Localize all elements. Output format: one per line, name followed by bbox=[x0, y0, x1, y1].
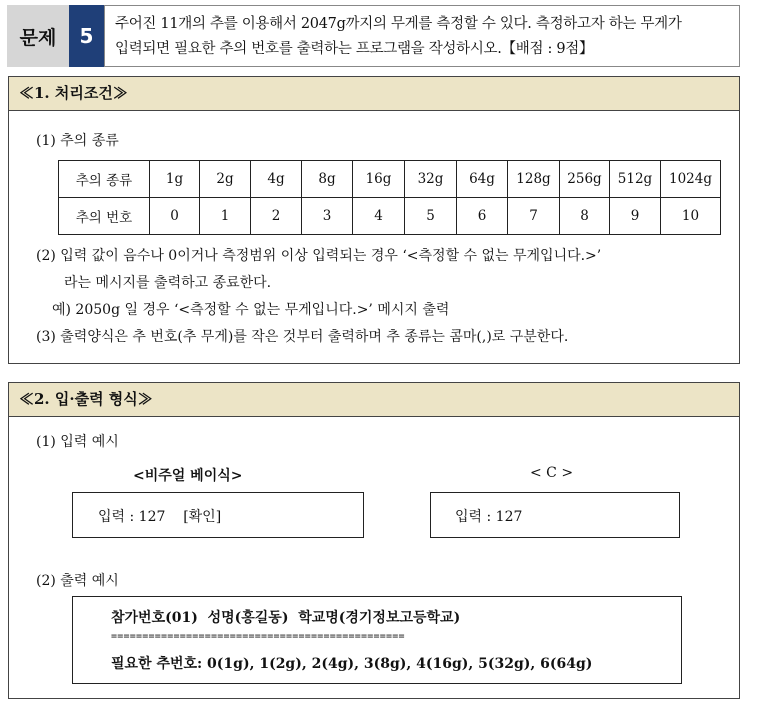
number-row bbox=[59, 198, 721, 235]
table-cell: 1g bbox=[150, 161, 200, 198]
table-cell: 9 bbox=[610, 198, 661, 235]
condition-2-line-1: (2) 입력 값이 음수나 0이거나 측정범위 이상 입력되는 경우 ‘<측정할 수 없는 무게입니다.>’ bbox=[36, 248, 602, 264]
table-cell: 2g bbox=[200, 161, 251, 198]
output-example-heading: (2) 출력 예시 bbox=[36, 573, 119, 589]
table-cell: 64g bbox=[457, 161, 508, 198]
problem-statement bbox=[104, 5, 740, 67]
condition-2-line-2: 라는 메시지를 출력하고 종료한다. bbox=[64, 275, 272, 291]
output-box bbox=[72, 596, 682, 684]
output-separator: =============================================== bbox=[111, 631, 405, 642]
table-cell: 256g bbox=[560, 161, 610, 198]
vb-input-box bbox=[72, 492, 364, 538]
table-cell: 5 bbox=[405, 198, 457, 235]
c-input-text: 입력 : 127 bbox=[455, 509, 523, 525]
table-cell: 1 bbox=[200, 198, 251, 235]
table-cell: 8g bbox=[302, 161, 353, 198]
table-row-header: 추의 종류 bbox=[59, 161, 150, 198]
output-line-1: 참가번호(01) 성명(홍길동) 학교명(경기정보고등학교) bbox=[111, 610, 461, 626]
table-cell: 7 bbox=[508, 198, 560, 235]
input-example-heading: (1) 입력 예시 bbox=[36, 434, 119, 450]
weight-row bbox=[59, 161, 721, 198]
table-cell: 2 bbox=[251, 198, 302, 235]
table-cell: 1024g bbox=[661, 161, 721, 198]
condition-3: (3) 출력양식은 추 번호(추 무게)를 작은 것부터 출력하며 추 종류는 콤마(,)로 구분한다. bbox=[36, 329, 569, 345]
table-cell: 32g bbox=[405, 161, 457, 198]
weight-types-heading: (1) 추의 종류 bbox=[36, 133, 119, 149]
condition-2-example: 예) 2050g 일 경우 ‘<측정할 수 없는 무게입니다.>’ 메시지 출력 bbox=[52, 302, 450, 318]
table-cell: 4g bbox=[251, 161, 302, 198]
table-cell: 0 bbox=[150, 198, 200, 235]
table-cell: 3 bbox=[302, 198, 353, 235]
c-title: < C > bbox=[530, 465, 574, 481]
vb-input-text: 입력 : 127 [확인] bbox=[98, 509, 222, 525]
problem-statement-line-2: 입력되면 필요한 추의 번호를 출력하는 프로그램을 작성하시오.【배점 : 9점】 bbox=[115, 41, 594, 57]
problem-number: 5 bbox=[69, 5, 104, 67]
table-cell: 8 bbox=[560, 198, 610, 235]
table-cell: 16g bbox=[353, 161, 405, 198]
table-cell: 512g bbox=[610, 161, 661, 198]
c-input-box bbox=[430, 492, 680, 538]
vb-title: <비주얼 베이식> bbox=[133, 468, 243, 484]
table-cell: 10 bbox=[661, 198, 721, 235]
output-line-3: 필요한 추번호: 0(1g), 1(2g), 2(4g), 3(8g), 4(16g), 5(32g), 6(64g) bbox=[111, 656, 593, 672]
problem-statement-line-1: 주어진 11개의 추를 이용해서 2047g까지의 무게를 측정할 수 있다. 측정하고자 하는 무게가 bbox=[115, 16, 682, 32]
table-cell: 6 bbox=[457, 198, 508, 235]
weights-table bbox=[58, 160, 721, 235]
section-title: ≪1. 처리조건≫ bbox=[9, 77, 739, 111]
table-cell: 128g bbox=[508, 161, 560, 198]
section-title: ≪2. 입·출력 형식≫ bbox=[9, 383, 739, 417]
table-row-header: 추의 번호 bbox=[59, 198, 150, 235]
problem-label: 문제 bbox=[7, 5, 69, 67]
table-cell: 4 bbox=[353, 198, 405, 235]
